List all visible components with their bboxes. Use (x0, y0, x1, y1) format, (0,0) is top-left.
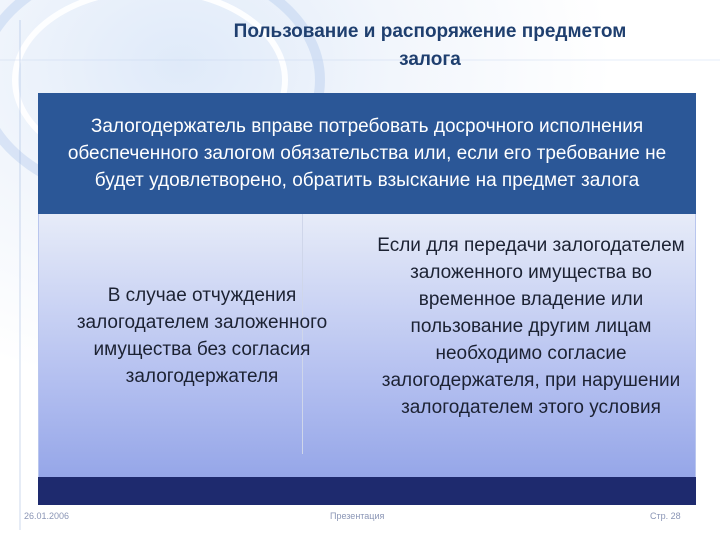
footer-date: 26.01.2006 (24, 511, 70, 521)
left-column-text: В случае отчуждения залогодателем заложенного имущества без согласия залогодержателя (76, 285, 328, 387)
footer-center-label: Презентация (330, 511, 385, 521)
slide-title (150, 18, 710, 74)
header-text: Залогодержатель вправе потребовать досрочного исполнения обеспеченного залогом обязательства или, если его требование не будет удовлетворено, обратить взыскание на предмет залога (67, 116, 667, 191)
slide-title-line1: Пользование и распоряжение предметом (233, 21, 627, 42)
footer-bar (38, 477, 696, 505)
slide-title-line2: залога (399, 49, 461, 70)
header-box (38, 93, 696, 214)
footer-page-number: Стр. 28 (650, 511, 681, 521)
right-column-text: Если для передачи залогодателем заложенного имущества во временное владение или пользование другим лицам необходимо согласие залогодержателя, при нарушении залогодателем этого условия (377, 235, 685, 418)
